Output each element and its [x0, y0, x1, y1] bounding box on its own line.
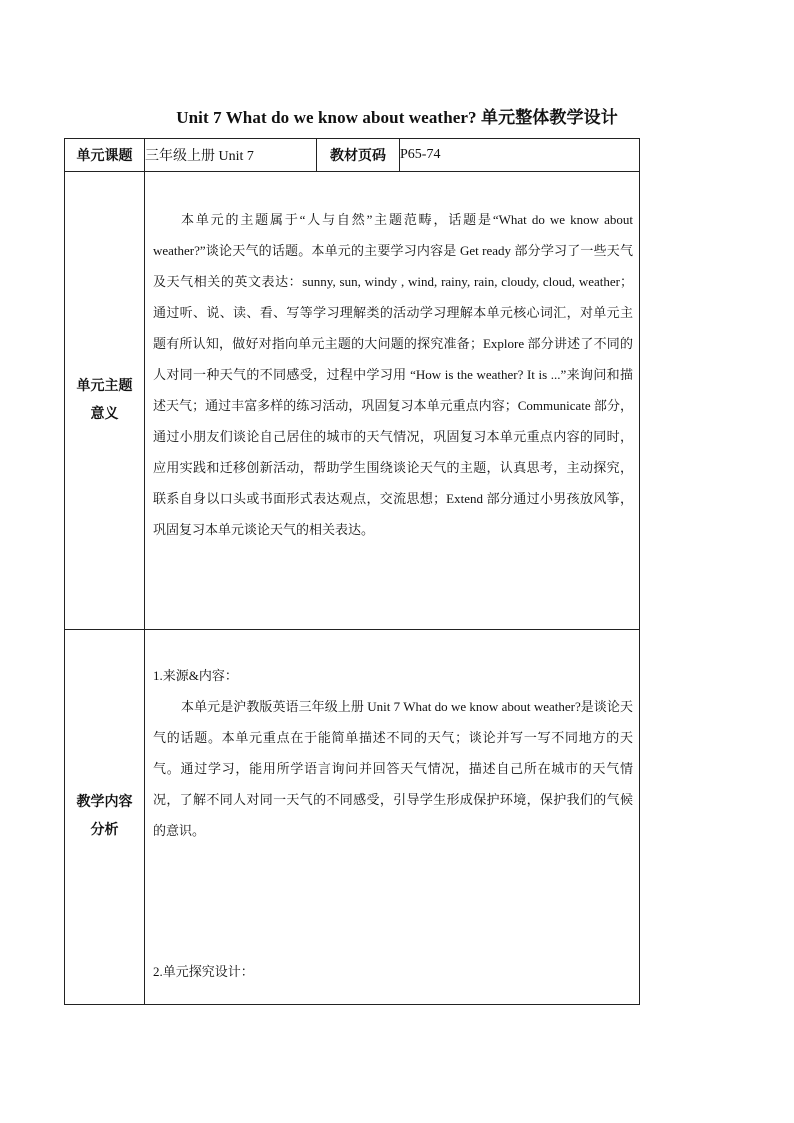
theme-significance-label — [65, 172, 145, 630]
theme-label-line2: 意义 — [90, 406, 119, 422]
content-analysis-label — [65, 630, 145, 1005]
unit-topic-value: 三年级上册 Unit 7 — [145, 139, 317, 172]
theme-paragraph: 本单元的主题属于“人与自然”主题范畴，话题是“What do we know about weather?”谈论天气的话题。本单元的主要学习内容是 Get ready 部分学习了一些天气及天气相关的英文表达：sunny, sun, windy , wind, rainy, rain, cloudy, cloud, weather；通过听、说、读、看、写等学习理解类的活动学习理解本单元核心词汇，对单元主题有所认知，做好对指向单元主题的大问题的探究准备；Explore 部分讲述了不同的人对同一种天气的不同感受，过程中学习用 “How is the weather? It is ...”来询问和描述天气；通过丰富多样的练习活动，巩固复习本单元重点内容；Communicate 部分，通过小朋友们谈论自己居住的城市的天气情况，巩固复习本单元重点内容的同时，应用实践和迁移创新活动，帮助学生围绕谈论天气的主题，认真思考，主动探究，联系自身以口头或书面形式表达观点，交流思想；Extend 部分通过小男孩放风筝，巩固复习本单元谈论天气的相关表达。 — [153, 212, 633, 537]
table-row-theme — [65, 172, 640, 630]
document-title: Unit 7 What do we know about weather? 单元整体教学设计 — [176, 108, 618, 127]
analysis-label-line2: 分析 — [90, 823, 119, 838]
textbook-pages-value: P65-74 — [400, 139, 640, 172]
unit-topic-label: 单元课题 — [65, 139, 145, 172]
content-analysis-content — [145, 630, 640, 1005]
theme-label-line1: 单元主题 — [76, 378, 133, 394]
analysis-label-line1: 教学内容 — [76, 795, 133, 810]
unit-plan-table — [64, 138, 640, 1005]
inquiry-design-heading: 2.单元探究设计： — [153, 964, 254, 979]
table-row-content-analysis — [65, 630, 640, 1005]
theme-significance-content — [145, 172, 640, 630]
textbook-pages-label: 教材页码 — [317, 139, 400, 172]
source-content-paragraph: 本单元是沪教版英语三年级上册 Unit 7 What do we know about weather?是谈论天气的话题。本单元重点在于能简单描述不同的天气；谈论并写一写不同地方的天气。通过学习，能用所学语言询问并回答天气情况，描述自己所在城市的天气情况，了解不同人对同一天气的不同感受，引导学生形成保护环境，保护我们的气候的意识。 — [153, 699, 633, 838]
source-content-heading: 1.来源&内容： — [153, 668, 238, 683]
table-row-topic — [65, 139, 640, 172]
